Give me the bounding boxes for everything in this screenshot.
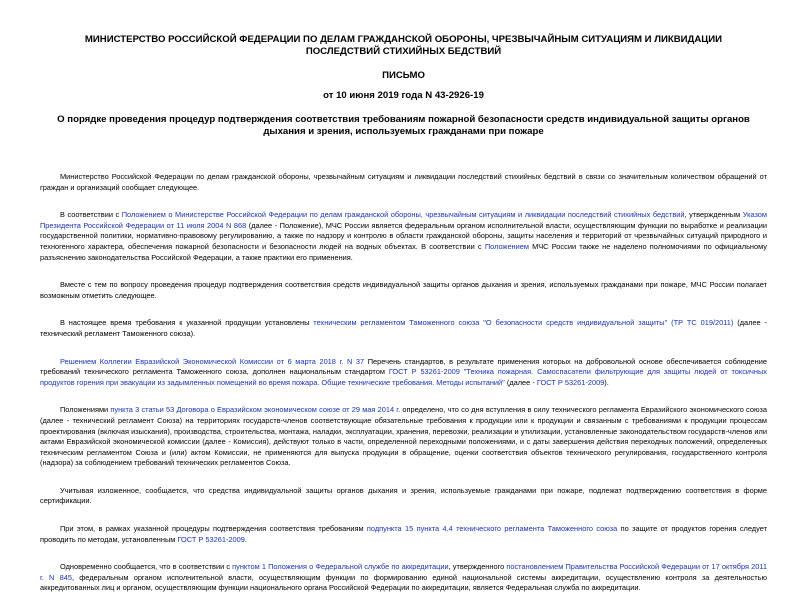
link-gost-full[interactable]: ГОСТ Р 53261-2009 "Техника пожарная. Самоспасатели фильтрующие для защиты людей от токсичных продуктов горения при эвакуации из задымленных помещений во время пожара. Общие технические требования. Методы испытаний" <box>40 367 767 387</box>
link-gost-short[interactable]: ГОСТ Р 53261-2009 <box>536 377 605 387</box>
paragraph-8: При этом, в рамках указанной процедуры подтверждения соответствия требованиям подпункта 15 пункта 4.4 технического регламента Таможенного союза по защите от продуктов горения следует проводить по методам, установленным ГОСТ Р 53261-2009. <box>40 524 767 544</box>
paragraph-3: Вместе с тем по вопросу проведения процедур подтверждения соответствия средств индивидуальной защиты органов дыхания и зрения, используемых гражданами при пожаре, МЧС России полагает возможным отметить следующее. <box>40 280 767 300</box>
link-regulation[interactable]: Положением <box>484 241 529 251</box>
link-gost-short-2[interactable]: ГОСТ Р 53261-2009 <box>177 534 245 544</box>
link-tr-subclause[interactable]: подпункта 15 пункта 4.4 технического регламента Таможенного союза <box>366 524 618 534</box>
link-eaeu-treaty[interactable]: пункта 3 статьи 53 Договора о Евразийском экономическом союзе от 29 мая 2014 г. <box>110 405 401 415</box>
paragraph-7: Учитывая изложенное, сообщается, что средства индивидуальной защиты органов дыхания и зрения, используемые гражданами при пожаре, подлежат подтверждению соответствия в форме сертификации. <box>40 485 767 506</box>
link-regulation-mchs[interactable]: Положением о Министерстве Российской Федерации по делам гражданской обороны, чрезвычайным ситуациям и ликвидации последствий стихийных бедствий <box>121 210 685 220</box>
document-date-number: от 10 июня 2019 года N 43-2926-19 <box>323 90 484 101</box>
link-government-resolution[interactable]: постановлением Правительства Российской Федерации от 17 октября 2011 г. N 845 <box>40 562 767 582</box>
link-eec-decision[interactable]: Решением Коллегии Евразийской Экономической Комиссии от 6 марта 2018 г. N 37 <box>60 356 365 366</box>
paragraph-4: В настоящее время требования к указанной продукции установлены техническим регламентом Таможенного союза "О безопасности средств индивидуальной защиты" (ТР ТС 019/2011) (далее - технический регламент Таможенного союза). <box>40 318 767 338</box>
paragraph-9: Одновременно сообщается, что в соответствии с пунктом 1 Положения о Федеральной службе по аккредитации, утвержденного постановлением Правительства Российской Федерации от 17 октября 2011 г. N 845, федеральным органом исполнительной власти, осуществляющим функции по формированию единой национальной системы аккредитации, осуществлению контроля за деятельностью аккредитованных лиц и органом, осуществляющим функции национального органа Российской Федерации по аккредитации, является Федеральная служба по аккредитации. <box>40 562 767 593</box>
link-presidential-decree[interactable]: Указом Президента Российской Федерации от 11 июля 2004 N 868 <box>40 210 768 230</box>
paragraph-6: Положениями пункта 3 статьи 53 Договора о Евразийском экономическом союзе от 29 мая 2014 г. определено, что со дня вступления в силу технического регламента Евразийского экономического союза (далее - технический регламент Союза) на территориях государств-членов соответствующие обязательные требования к продукции или к продукции и связанным с требованиями к продукции процессам проектирования (включая изыскания), производства, строительства, монтажа, наладки, эксплуатации, хранения, перевозки, реализации и утилизации, установленные законодательством государств-членов или актами Евразийской экономической комиссии (далее - Комиссия), действуют только в части, определенной переходными положениями, и с даты завершения действия переходных положений, определенных техническим регламентом Союза и (или) актом Комиссии, не применяются для выпуска продукции в обращение, оценки соответствия объектов технического регулирования, государственного контроля (надзора) за соблюдением требований технических регламентов Союза. <box>40 405 767 468</box>
paragraph-2: В соответствии с Положением о Министерстве Российской Федерации по делам гражданской обороны, чрезвычайным ситуациям и ликвидации последствий стихийных бедствий, утвержденным Указом Президента Российской Федерации от 11 июля 2004 N 868 (далее - Положение), МЧС России является федеральным органом исполнительной власти, осуществляющим функции по выработке и реализации государственной политики, нормативно-правовому регулированию, а также по надзору и контролю в области гражданской обороны, защиты населения и территорий от чрезвычайных ситуаций природного и техногенного характера, обеспечения пожарной безопасности и безопасности людей на водных объектах. В соответствии с Положением МЧС России также не наделено полномочиями по официальному разъяснению законодательства Российской Федерации, а также практики его применения. <box>40 210 768 262</box>
paragraph-5: Решением Коллегии Евразийской Экономической Комиссии от 6 марта 2018 г. N 37 Перечень стандартов, в результате применения которых на добровольной основе обеспечивается соблюдение требований технического регламента Таможенного союза, дополнен национальным стандартом ГОСТ Р 53261-2009 "Техника пожарная. Самоспасатели фильтрующие для защиты людей от токсичных продуктов горения при эвакуации из задымленных помещений во время пожара. Общие технические требования. Методы испытаний" (далее - ГОСТ Р 53261-2009). <box>40 356 767 387</box>
document-body <box>40 172 767 594</box>
link-tr-ts-019[interactable]: техническим регламентом Таможенного союза "О безопасности средств индивидуальной защиты" (ТР ТС 019/2011) <box>313 318 734 328</box>
ministry-heading: МИНИСТЕРСТВО РОССИЙСКОЙ ФЕДЕРАЦИИ ПО ДЕЛАМ ГРАЖДАНСКОЙ ОБОРОНЫ, ЧРЕЗВЫЧАЙНЫМ СИТУАЦИЯМ И ЛИКВИДАЦИИ ПОСЛЕДСТВИЙ СТИХИЙНЫХ БЕДСТВИЙ <box>84 34 723 57</box>
document-type: ПИСЬМО <box>382 70 425 81</box>
paragraph-1: Министерство Российской Федерации по делам гражданской обороны, чрезвычайным ситуациям и ликвидации последствий стихийных бедствий в связи со значительным количеством обращений от граждан и организаций сообщает следующее. <box>40 172 767 192</box>
link-accreditation-regulation[interactable]: пунктом 1 Положения о Федеральной службе по аккредитации <box>232 562 449 572</box>
document-subject: О порядке проведения процедур подтверждения соответствия требованиям пожарной безопасности средств индивидуальной защиты органов дыхания и зрения, используемых гражданами при пожаре <box>57 114 750 137</box>
